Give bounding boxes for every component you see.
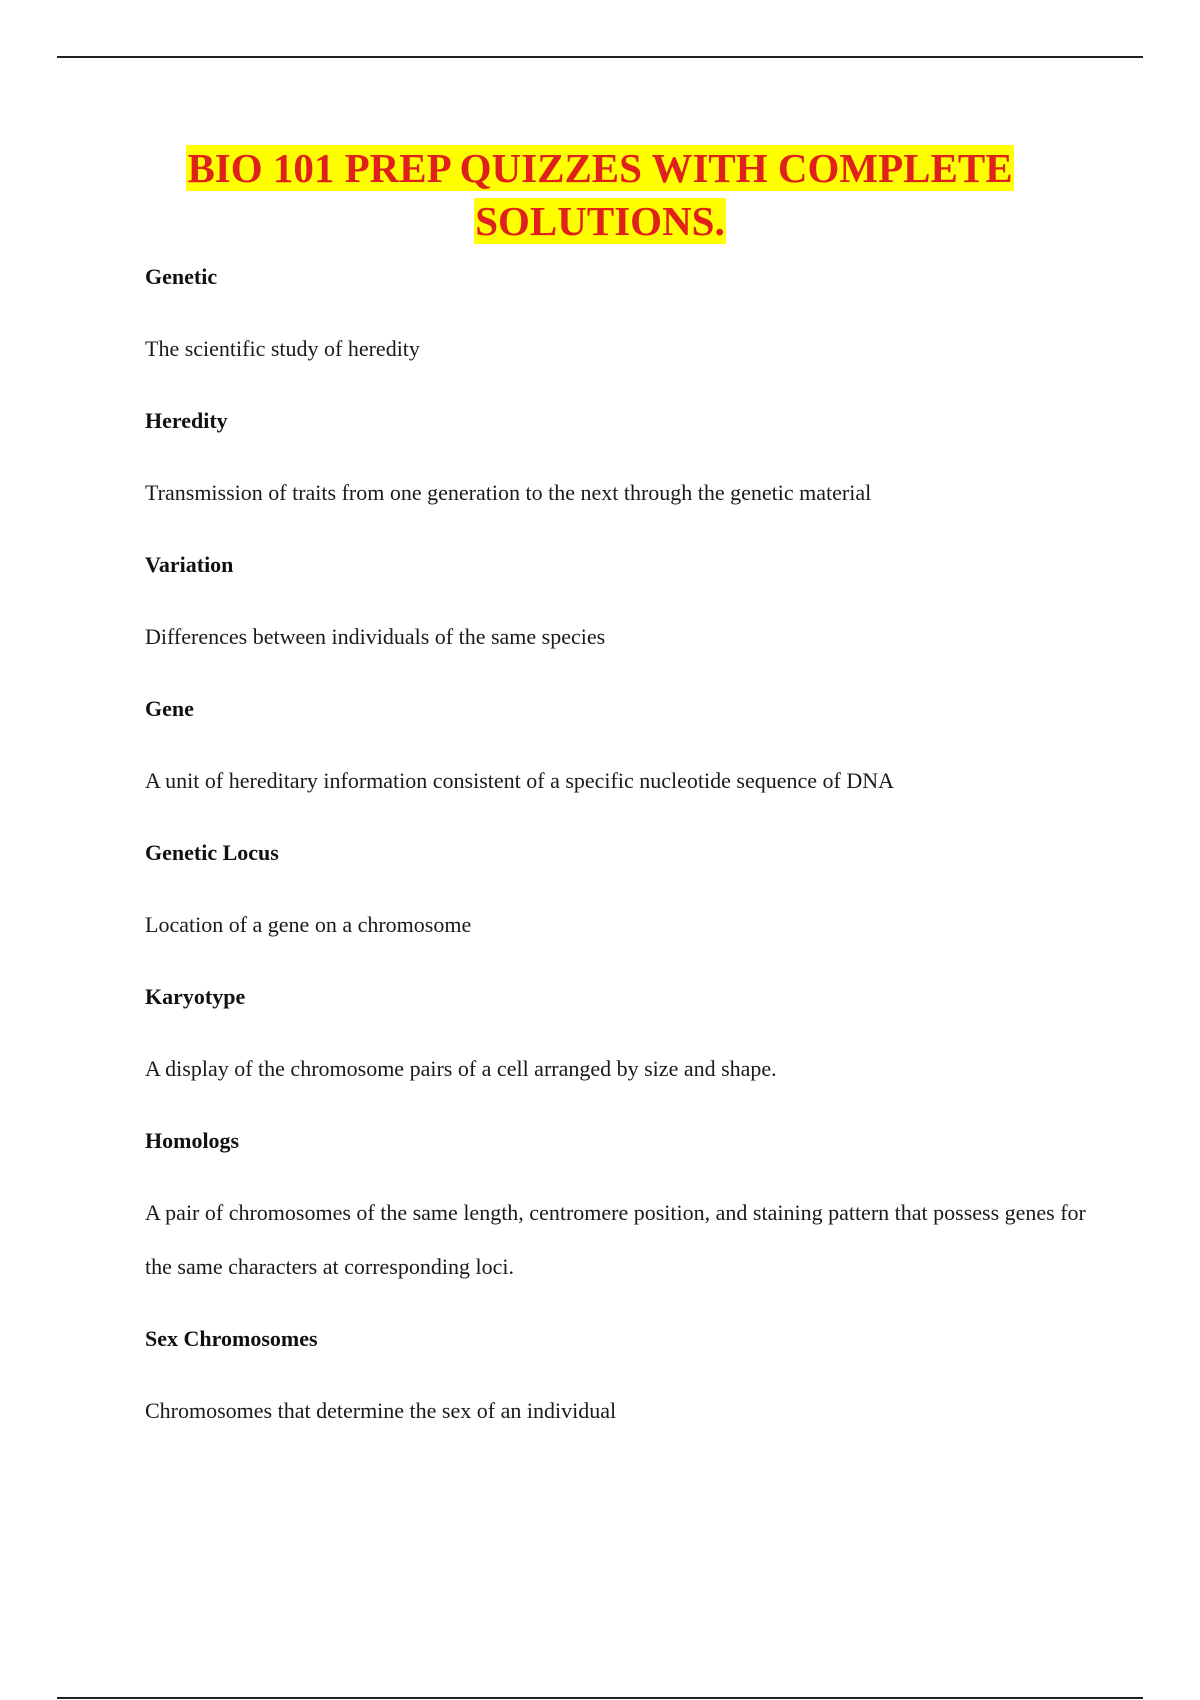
definition-gene: A unit of hereditary information consistent of a specific nucleotide sequence of DNA xyxy=(145,768,894,793)
definition-genetic-locus: Location of a gene on a chromosome xyxy=(145,912,472,937)
term-gene: Gene xyxy=(145,696,194,721)
glossary-list xyxy=(145,262,1095,1468)
term-genetic-locus: Genetic Locus xyxy=(145,840,279,865)
bottom-rule xyxy=(57,1697,1143,1699)
definition-heredity: Transmission of traits from one generation to the next through the genetic material xyxy=(145,480,872,505)
definition-sex-chromosomes: Chromosomes that determine the sex of an individual xyxy=(145,1398,617,1423)
title-line-2: SOLUTIONS. xyxy=(475,198,725,244)
definition-variation: Differences between individuals of the same species xyxy=(145,624,606,649)
definition-genetic: The scientific study of heredity xyxy=(145,336,420,361)
page-title xyxy=(0,142,1200,248)
definition-karyotype: A display of the chromosome pairs of a cell arranged by size and shape. xyxy=(145,1056,777,1081)
term-sex-chromosomes: Sex Chromosomes xyxy=(145,1326,318,1351)
definition-homologs: A pair of chromosomes of the same length, centromere position, and staining pattern that possess genes for the same characters at corresponding loci. xyxy=(145,1200,1086,1279)
top-rule xyxy=(57,56,1143,58)
term-heredity: Heredity xyxy=(145,408,228,433)
term-genetic: Genetic xyxy=(145,264,218,289)
term-karyotype: Karyotype xyxy=(145,984,246,1009)
title-line-1: BIO 101 PREP QUIZZES WITH COMPLETE xyxy=(187,145,1013,191)
term-variation: Variation xyxy=(145,552,234,577)
term-homologs: Homologs xyxy=(145,1128,240,1153)
